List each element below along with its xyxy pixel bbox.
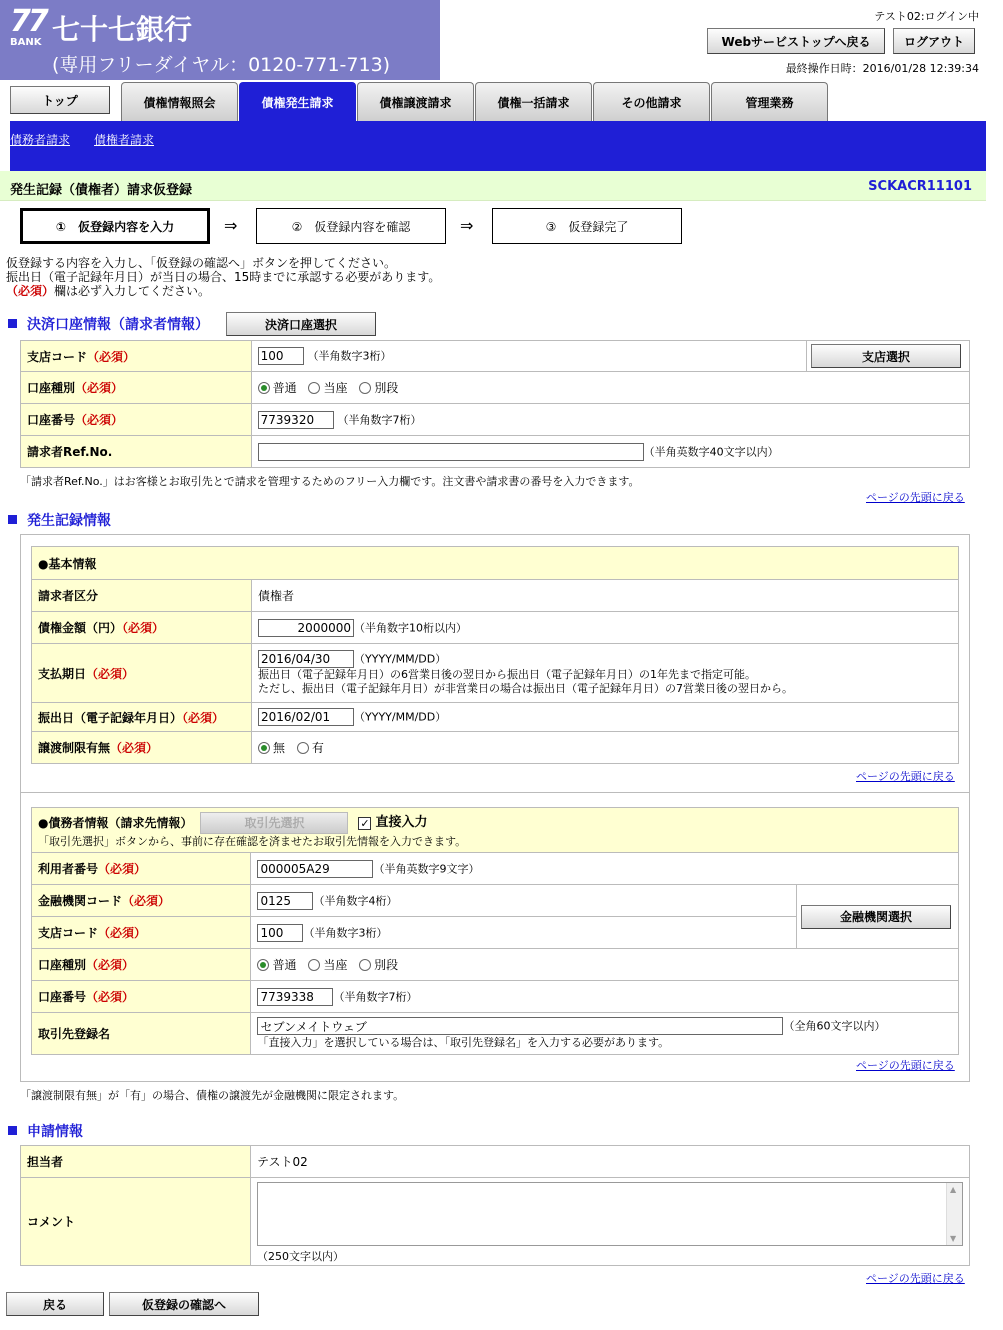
scroll-up-icon[interactable]: ▲ bbox=[950, 1185, 957, 1194]
tab-claim-issue[interactable]: 債権発生請求 bbox=[239, 82, 356, 121]
account-section-title: 決済口座情報（請求者情報） bbox=[8, 314, 209, 334]
partner-select-button[interactable]: 取引先選択 bbox=[200, 812, 348, 834]
ref-no-label: 請求者Ref.No. bbox=[21, 436, 252, 468]
person-label: 担当者 bbox=[21, 1146, 251, 1178]
page-title: 発生記録（債権者）請求仮登録 bbox=[10, 183, 193, 198]
account-select-button[interactable]: 決済口座選択 bbox=[226, 312, 376, 336]
page-title-bar bbox=[0, 171, 986, 201]
back-to-top-link[interactable]: ページの先頭に戻る bbox=[866, 491, 965, 504]
due-date-label: 支払期日（必須） bbox=[32, 644, 252, 703]
confirm-button[interactable]: 仮登録の確認へ bbox=[109, 1292, 259, 1316]
branch-code-input[interactable] bbox=[258, 347, 304, 365]
apply-section-title: 申請情報 bbox=[8, 1121, 83, 1141]
due-date-note-1: 振出日（電子記録年月日）の6営業日後の翌日から振出日（電子記録年月日）の1年先まで指定可能。 bbox=[258, 668, 756, 681]
debtor-info-table: ●債務者情報（請求先情報） 取引先選択 ✓ 直接入力 「取引先選択」ボタンから、事前に存在確認を済ませたお取引先情報を入力できます。 利用者番号（必須） 000005A29 （半角英数字9文字） 金融機関コード（必須） 0125 （半角数字4桁） 金融機関選択 支店コード（必須） 100 （半角数字3桁） 口座種別（必須） 普通 当座 別段 口座番号（必須） 7739338 （半角数字7桁） 取引先登録名 セブンメイトウェブ（全角60文字以内） 「直接入力」を選択している場合は、「取引先登録名」を入力する必要があります。 bbox=[31, 807, 959, 1055]
logo-number: 77 bbox=[10, 4, 46, 39]
branch-code-label: 支店コード（必須） bbox=[21, 341, 252, 372]
due-date-note-2: ただし、振出日（電子記録年月日）が非営業日の場合は振出日（電子記録年月日）の7営業日後の翌日から。 bbox=[258, 682, 793, 695]
comment-textarea[interactable] bbox=[257, 1182, 963, 1246]
debtor-note: 「取引先選択」ボタンから、事前に存在確認を済ませたお取引先情報を入力できます。 bbox=[38, 835, 467, 848]
apply-table bbox=[20, 1145, 970, 1266]
back-button[interactable]: 戻る bbox=[6, 1292, 104, 1316]
divider bbox=[21, 792, 969, 793]
back-to-top-link[interactable]: ページの先頭に戻る bbox=[866, 1272, 965, 1285]
record-section-title: 発生記録情報 bbox=[8, 510, 111, 530]
last-operation: 最終操作日時：2016/01/28 12:39:34 bbox=[785, 62, 979, 75]
debtor-info-heading: ●債務者情報（請求先情報） bbox=[38, 816, 193, 830]
partner-name-note: 「直接入力」を選択している場合は、「取引先登録名」を入力する必要があります。 bbox=[257, 1036, 670, 1049]
direct-input-checkbox[interactable]: ✓ bbox=[360, 816, 370, 830]
subnav-creditor[interactable]: 債権者請求 bbox=[94, 133, 155, 147]
bank-code-label: 金融機関コード（必須） bbox=[32, 885, 251, 917]
intro-text: 仮登録する内容を入力し、「仮登録の確認へ」ボタンを押してください。 振出日（電子記録年月日）が当日の場合、15時までに承認する必要があります。 （必須）欄は必ず入力してください。 bbox=[6, 256, 441, 298]
restriction-note: 「譲渡制限有無」が「有」の場合、債権の譲渡先が金融機関に限定されます。 bbox=[20, 1089, 405, 1102]
account-number-label: 口座番号（必須） bbox=[21, 404, 252, 436]
amount-label: 債権金額（円）（必須） bbox=[32, 612, 252, 644]
transfer-restriction-label: 譲渡制限有無（必須） bbox=[32, 732, 252, 764]
step-1: ① 仮登録内容を入力 bbox=[20, 208, 210, 244]
step-arrow-icon: ⇒ bbox=[460, 216, 474, 235]
issue-date-label: 振出日（電子記録年月日）（必須） bbox=[32, 703, 252, 732]
user-status: テスト02:ログイン中 bbox=[874, 10, 979, 23]
back-to-top-link[interactable]: ページの先頭に戻る bbox=[856, 770, 955, 783]
bank-logo bbox=[0, 0, 440, 80]
debtor-type-current-radio[interactable] bbox=[308, 959, 320, 971]
logo-bank: BANK bbox=[10, 37, 42, 48]
tab-top[interactable]: トップ bbox=[10, 86, 110, 114]
debtor-account-number-input[interactable] bbox=[257, 988, 333, 1006]
bank-code-input[interactable] bbox=[257, 892, 313, 910]
tab-bulk[interactable]: 債権一括請求 bbox=[475, 82, 592, 121]
subnav-debtor[interactable]: 債務者請求 bbox=[10, 133, 71, 147]
account-number-input[interactable] bbox=[258, 411, 334, 429]
basic-info-heading: ●基本情報 bbox=[32, 547, 959, 580]
ref-no-input[interactable] bbox=[258, 443, 644, 461]
branch-select-button[interactable]: 支店選択 bbox=[811, 344, 961, 368]
web-top-button[interactable]: Webサービストップへ戻る bbox=[707, 28, 885, 54]
user-number-label: 利用者番号（必須） bbox=[32, 853, 251, 885]
direct-input-label: 直接入力 bbox=[375, 815, 428, 830]
tab-admin[interactable]: 管理業務 bbox=[711, 82, 828, 121]
debtor-type-special-radio[interactable] bbox=[359, 959, 371, 971]
issue-date-input[interactable] bbox=[258, 708, 354, 726]
back-to-top-link[interactable]: ページの先頭に戻る bbox=[856, 1059, 955, 1072]
account-type-label: 口座種別（必須） bbox=[21, 372, 252, 404]
tab-claim-inquiry[interactable]: 債権情報照会 bbox=[121, 82, 238, 121]
requester-type-label: 請求者区分 bbox=[32, 580, 252, 612]
type-special-radio[interactable] bbox=[359, 382, 371, 394]
debtor-type-ordinary-radio[interactable] bbox=[257, 959, 269, 971]
account-table: 支店コード（必須） 100 （半角数字3桁） 支店選択 口座種別（必須） 普通 当座 別段 口座番号（必須） 7739320 （半角数字7桁） 請求者Ref.No. （半角英数字40文字以内） bbox=[20, 340, 970, 468]
ref-no-note: 「請求者Ref.No.」はお客様とお取引先とで請求を管理するためのフリー入力欄です。注文書や請求書の番号を入力できます。 bbox=[20, 475, 640, 488]
step-arrow-icon: ⇒ bbox=[224, 216, 238, 235]
screen-code: SCKACR11101 bbox=[868, 179, 972, 194]
due-date-input[interactable] bbox=[258, 650, 354, 668]
debtor-account-number-label: 口座番号（必須） bbox=[32, 981, 251, 1013]
step-3: ③ 仮登録完了 bbox=[492, 208, 682, 244]
requester-type-value: 債権者 bbox=[252, 580, 959, 612]
person-value: テスト02 bbox=[251, 1146, 970, 1178]
debtor-account-type-label: 口座種別（必須） bbox=[32, 949, 251, 981]
scrollbar[interactable] bbox=[946, 1183, 962, 1245]
user-number-input[interactable] bbox=[257, 860, 373, 878]
logout-button[interactable]: ログアウト bbox=[893, 28, 975, 54]
debtor-branch-label: 支店コード（必須） bbox=[32, 917, 251, 949]
bank-select-button[interactable]: 金融機関選択 bbox=[801, 905, 951, 929]
restriction-no-radio[interactable] bbox=[258, 742, 270, 754]
debtor-branch-input[interactable] bbox=[257, 924, 303, 942]
partner-name-input[interactable] bbox=[257, 1017, 783, 1035]
amount-input[interactable] bbox=[258, 619, 354, 637]
sub-navigation bbox=[10, 121, 986, 171]
square-bullet-icon bbox=[8, 319, 17, 328]
basic-info-table: ●基本情報 請求者区分 債権者 債権金額（円）（必須） 2000000 （半角数字10桁以内） 支払期日（必須） 2016/04/30（YYYY/MM/DD） 振出日（電子記録年月日）の6営業日後の翌日から振出日（電子記録年月日）の1年先まで指定可能。 ただし、振出日（電子記録年月日）が非営業日の場合は振出日（電子記録年月日）の7営業日後の翌日から。 振出日（電子記録年月日）（必須） 2016/02/01 （YYYY/MM/DD） 譲渡制限有無（必須） 無 有 bbox=[31, 546, 959, 764]
square-bullet-icon bbox=[8, 515, 17, 524]
comment-hint: （250文字以内） bbox=[257, 1250, 344, 1263]
restriction-yes-radio[interactable] bbox=[297, 742, 309, 754]
type-current-radio[interactable] bbox=[308, 382, 320, 394]
logo-name: 七十七銀行 bbox=[52, 13, 193, 46]
step-2: ② 仮登録内容を確認 bbox=[256, 208, 446, 244]
comment-label: コメント bbox=[21, 1178, 251, 1266]
type-ordinary-radio[interactable] bbox=[258, 382, 270, 394]
square-bullet-icon bbox=[8, 1126, 17, 1135]
tab-claim-transfer[interactable]: 債権譲渡請求 bbox=[357, 82, 474, 121]
tab-other[interactable]: その他請求 bbox=[593, 82, 710, 121]
scroll-down-icon[interactable]: ▼ bbox=[950, 1234, 957, 1243]
logo-dial: (専用フリーダイヤル：0120-771-713) bbox=[52, 54, 391, 76]
partner-name-label: 取引先登録名 bbox=[32, 1013, 251, 1055]
